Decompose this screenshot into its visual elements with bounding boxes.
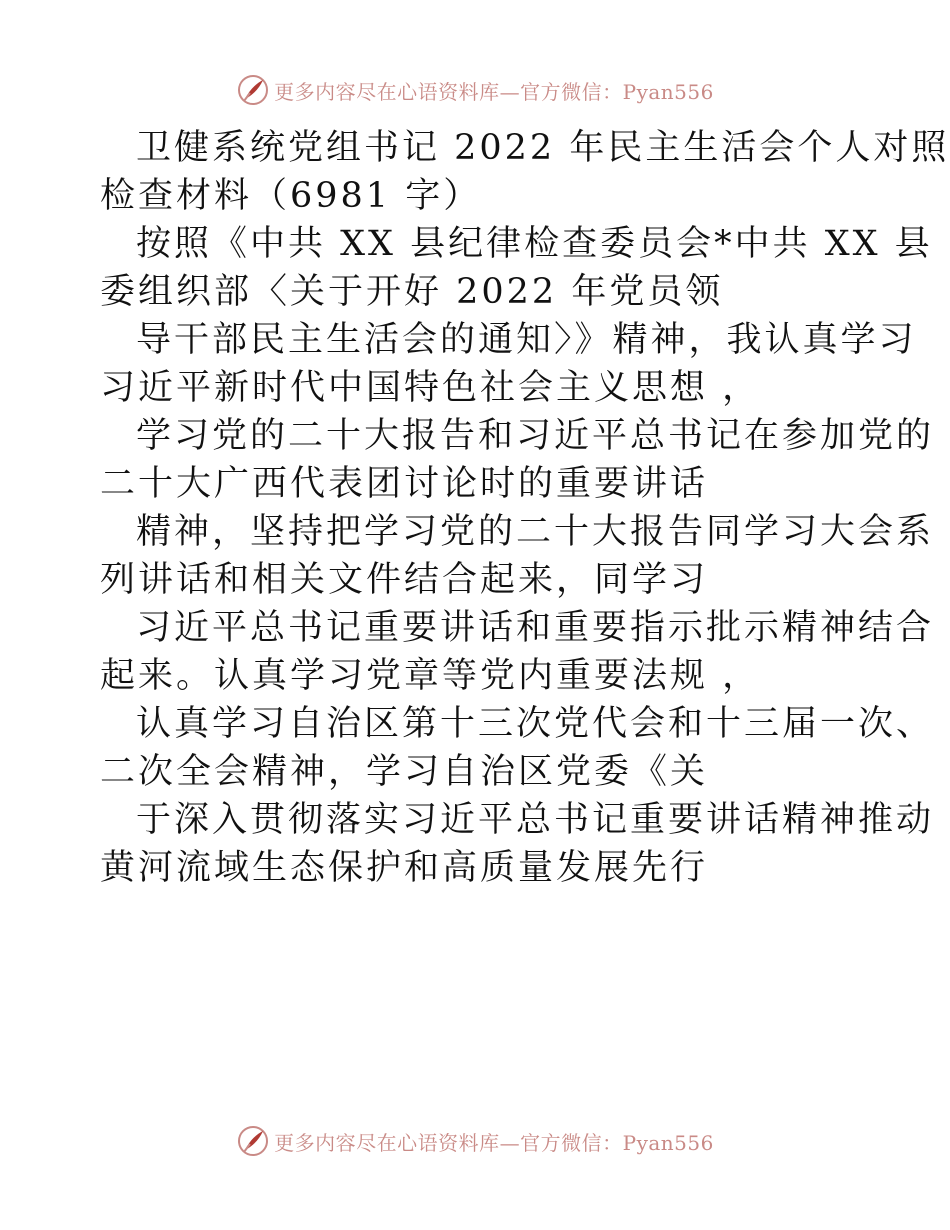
paragraph-line: 导干部民主生活会的通知〉》精神，我认真学习 [136, 320, 917, 360]
document-body [100, 124, 950, 892]
paragraph-line: 学习党的二十大报告和习近平总书记在参加党的 [136, 416, 935, 456]
paragraph-line: 于深入贯彻落实习近平总书记重要讲话精神推动 [136, 800, 935, 840]
paragraph-line: 认真学习自治区第十三次党代会和十三届一次、 [136, 704, 935, 744]
title-line-1: 卫健系统党组书记 2022 年民主生活会个人对照 [136, 128, 950, 168]
header-watermark-banner [0, 70, 950, 110]
paragraph-line: 黄河流域生态保护和高质量发展先行 [100, 848, 709, 888]
paragraph-line: 起来。认真学习党章等党内重要法规 ， [100, 656, 761, 696]
title-line-2: 检查材料（6981 字） [100, 176, 482, 216]
paragraph-line: 精神，坚持把学习党的二十大报告同学习大会系 [136, 512, 935, 552]
paragraph-line: 二次全会精神，学习自治区党委《关 [100, 752, 709, 792]
footer-watermark-text: 更多内容尽在心语资料库—官方微信：Pyan556 [274, 1130, 714, 1155]
paragraph-line: 习近平总书记重要讲话和重要指示批示精神结合 [136, 608, 935, 648]
feather-pen-logo-icon [236, 1124, 270, 1158]
paragraph-line: 二十大广西代表团讨论时的重要讲话 [100, 464, 709, 504]
header-watermark-text: 更多内容尽在心语资料库—官方微信：Pyan556 [274, 79, 714, 104]
paragraph-line: 委组织部〈关于开好 2022 年党员领 [100, 272, 724, 312]
footer-watermark-banner [0, 1121, 950, 1161]
paragraph-line: 按照《中共 XX 县纪律检查委员会*中共 XX 县 [136, 224, 933, 264]
paragraph-line: 列讲话和相关文件结合起来，同学习 [100, 560, 709, 600]
feather-pen-logo-icon [236, 73, 270, 107]
paragraph-line: 习近平新时代中国特色社会主义思想 ， [100, 368, 761, 408]
